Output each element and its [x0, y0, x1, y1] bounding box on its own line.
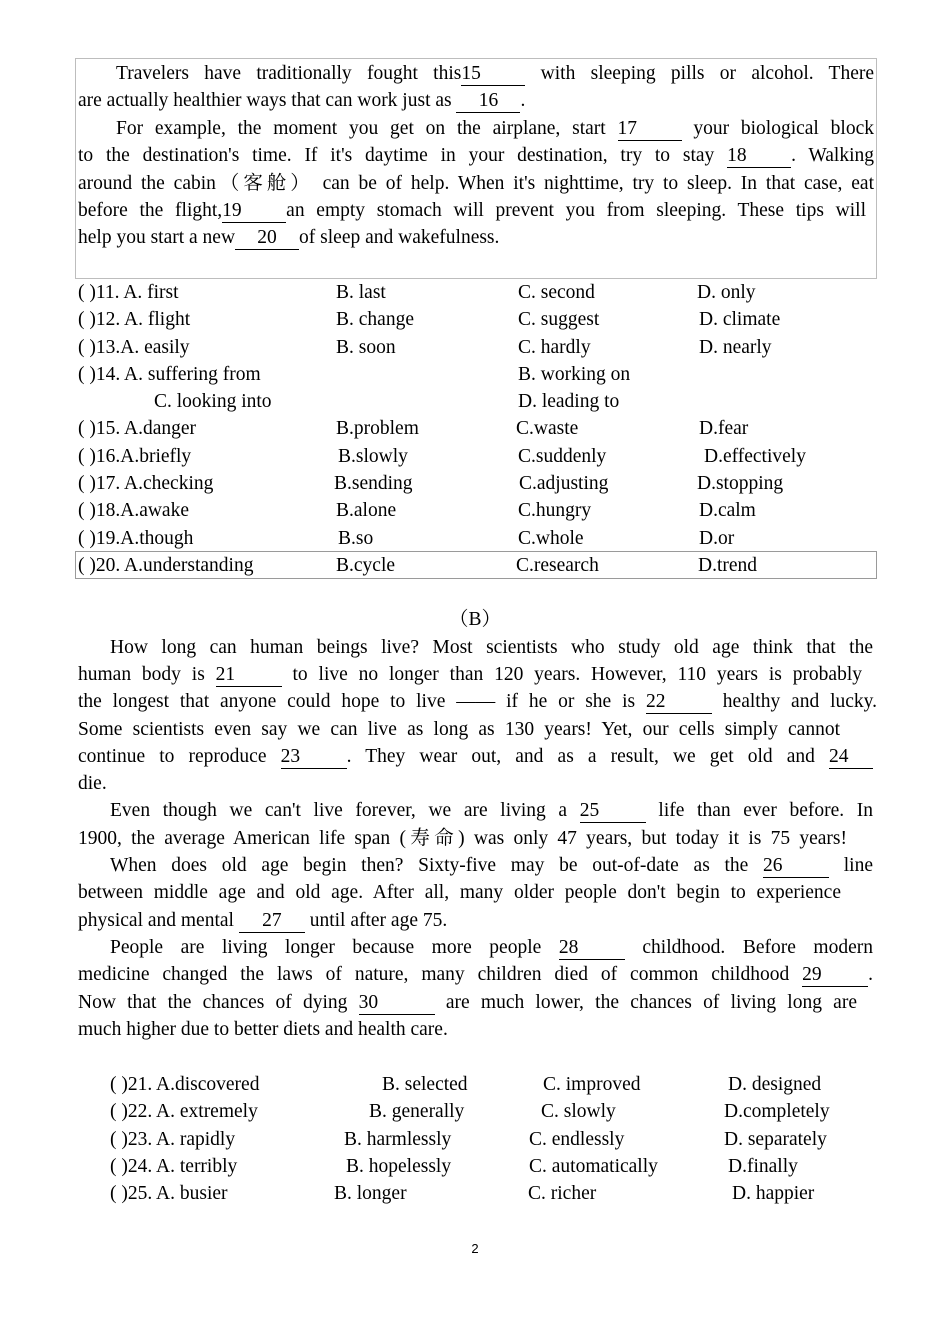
blank-15: 15 [461, 63, 525, 86]
passage-b-line-10: between middle age and old age. After all, many older people don't begin to experience [78, 882, 841, 903]
passage-a-line-4: to the destination's time. If it's daytime in your destination, try to stay 18 . Walking [78, 145, 875, 166]
passage-b-line-12: People are living longer because more people 28 childhood. Before modern [110, 937, 874, 958]
option-b: B. harmlessly [344, 1129, 452, 1150]
option-b: B.so [338, 528, 374, 549]
blank-28: 28 [559, 937, 625, 960]
passage-b-line-2: human body is 21 to live no longer than 120 years. However, 110 years is probably [78, 664, 863, 685]
option-d: D.stopping [697, 473, 784, 494]
option-b: B. selected [382, 1074, 468, 1095]
option-c: C.whole [518, 528, 584, 549]
question-18: ( )18.A.awake [78, 500, 189, 521]
option-d: D.trend [698, 555, 758, 576]
question-11: ( )11. A. first [78, 282, 179, 303]
option-c: C. automatically [529, 1156, 658, 1177]
blank-26: 26 [763, 855, 829, 878]
option-b: B. last [336, 282, 386, 303]
question-14-option-c: C. looking into [154, 391, 272, 412]
option-d: D.fear [699, 418, 749, 439]
option-b: B.sending [334, 473, 413, 494]
option-c: C. suggest [518, 309, 600, 330]
passage-a-line-6: before the flight,19 an empty stomach will prevent you from sleeping. These tips will [78, 200, 866, 221]
blank-29: 29 [802, 964, 868, 987]
option-b: B.alone [336, 500, 397, 521]
passage-b-line-3: the longest that anyone could hope to live —— if he or she is 22 healthy and lucky. [78, 691, 877, 712]
option-b: B. change [336, 309, 414, 330]
passage-b-line-1: How long can human beings live? Most scientists who study old age think that the [110, 637, 873, 658]
question-22: ( )22. A. extremely [110, 1101, 258, 1122]
blank-16: 16 [456, 90, 520, 113]
passage-a-line-2: are actually healthier ways that can work just as 16 . [78, 90, 526, 111]
option-c: C. second [518, 282, 595, 303]
question-14: ( )14. A. suffering from [78, 364, 261, 385]
option-d: D. leading to [518, 391, 620, 412]
blank-21: 21 [216, 664, 282, 687]
question-15: ( )15. A.danger [78, 418, 197, 439]
question-20: ( )20. A.understanding [78, 555, 254, 576]
option-c: C. improved [543, 1074, 641, 1095]
passage-a-line-3: For example, the moment you get on the airplane, start 17 your biological block [116, 118, 874, 139]
option-b: B. longer [334, 1183, 407, 1204]
question-13: ( )13.A. easily [78, 337, 190, 358]
passage-b-line-4: Some scientists even say we can live as long as 130 years! Yet, our cells simply cannot [78, 719, 840, 740]
blank-27: 27 [239, 910, 305, 933]
option-b: B.problem [336, 418, 419, 439]
question-25: ( )25. A. busier [110, 1183, 228, 1204]
option-b: B. working on [518, 364, 631, 385]
option-d: D. happier [732, 1183, 815, 1204]
page-number: 2 [471, 1241, 479, 1256]
option-c: C. hardly [518, 337, 591, 358]
blank-30: 30 [359, 992, 435, 1015]
passage-a-line-1: Travelers have traditionally fought this15 with sleeping pills or alcohol. There [116, 63, 875, 84]
passage-a-line-7: help you start a new 20 of sleep and wakefulness. [78, 227, 500, 248]
option-b: B.slowly [338, 446, 408, 467]
section-b-title: （B） [448, 609, 501, 630]
option-b: B. hopelessly [346, 1156, 452, 1177]
option-d: D. only [697, 282, 756, 303]
option-b: B.cycle [336, 555, 396, 576]
option-d: D. separately [724, 1129, 827, 1150]
question-24: ( )24. A. terribly [110, 1156, 238, 1177]
question-19: ( )19.A.though [78, 528, 194, 549]
option-b: B. soon [336, 337, 396, 358]
blank-23: 23 [281, 746, 347, 769]
passage-b-line-13: medicine changed the laws of nature, many children died of common childhood 29 . [78, 964, 873, 985]
option-d: D.calm [699, 500, 756, 521]
blank-25: 25 [580, 800, 646, 823]
passage-b-line-14: Now that the chances of dying 30 are much lower, the chances of living long are [78, 992, 857, 1013]
option-b: B. generally [369, 1101, 465, 1122]
option-d: D.finally [728, 1156, 798, 1177]
passage-a-line-5: around the cabin（客舱） can be of help. When it's nighttime, try to sleep. In that case, eat [78, 173, 874, 194]
passage-b-line-11: physical and mental 27 until after age 75. [78, 910, 448, 931]
question-12: ( )12. A. flight [78, 309, 191, 330]
question-17: ( )17. A.checking [78, 473, 214, 494]
option-d: D. designed [728, 1074, 822, 1095]
option-c: C. endlessly [529, 1129, 625, 1150]
option-d: D.completely [724, 1101, 830, 1122]
passage-b-line-6: die. [78, 773, 107, 794]
passage-b-line-8: 1900, the average American life span (寿命) was only 47 years, but today it is 75 years! [78, 828, 847, 849]
blank-18: 18 [727, 145, 791, 168]
option-c: C.research [516, 555, 599, 576]
blank-17: 17 [618, 118, 682, 141]
blank-19: 19 [222, 200, 286, 223]
passage-b-line-9: When does old age begin then? Sixty-five may be out-of-date as the 26 line [110, 855, 874, 876]
option-c: C.suddenly [518, 446, 607, 467]
question-16: ( )16.A.briefly [78, 446, 192, 467]
passage-b-line-15: much higher due to better diets and health care. [78, 1019, 448, 1040]
option-c: C.hungry [518, 500, 592, 521]
option-d: D.or [699, 528, 735, 549]
question-21: ( )21. A.discovered [110, 1074, 260, 1095]
question-23: ( )23. A. rapidly [110, 1129, 236, 1150]
option-c: C.adjusting [519, 473, 609, 494]
passage-b-line-7: Even though we can't live forever, we are living a 25 life than ever before. In [110, 800, 874, 821]
blank-20: 20 [235, 227, 299, 250]
option-d: D. nearly [699, 337, 772, 358]
option-d: D.effectively [704, 446, 806, 467]
blank-24: 24 [829, 746, 873, 769]
blank-22: 22 [646, 691, 712, 714]
option-c: C. slowly [541, 1101, 616, 1122]
option-c: C. richer [528, 1183, 597, 1204]
option-d: D. climate [699, 309, 781, 330]
passage-b-line-5: continue to reproduce 23 . They wear out, and as a result, we get old and 24 [78, 743, 873, 770]
option-c: C.waste [516, 418, 579, 439]
